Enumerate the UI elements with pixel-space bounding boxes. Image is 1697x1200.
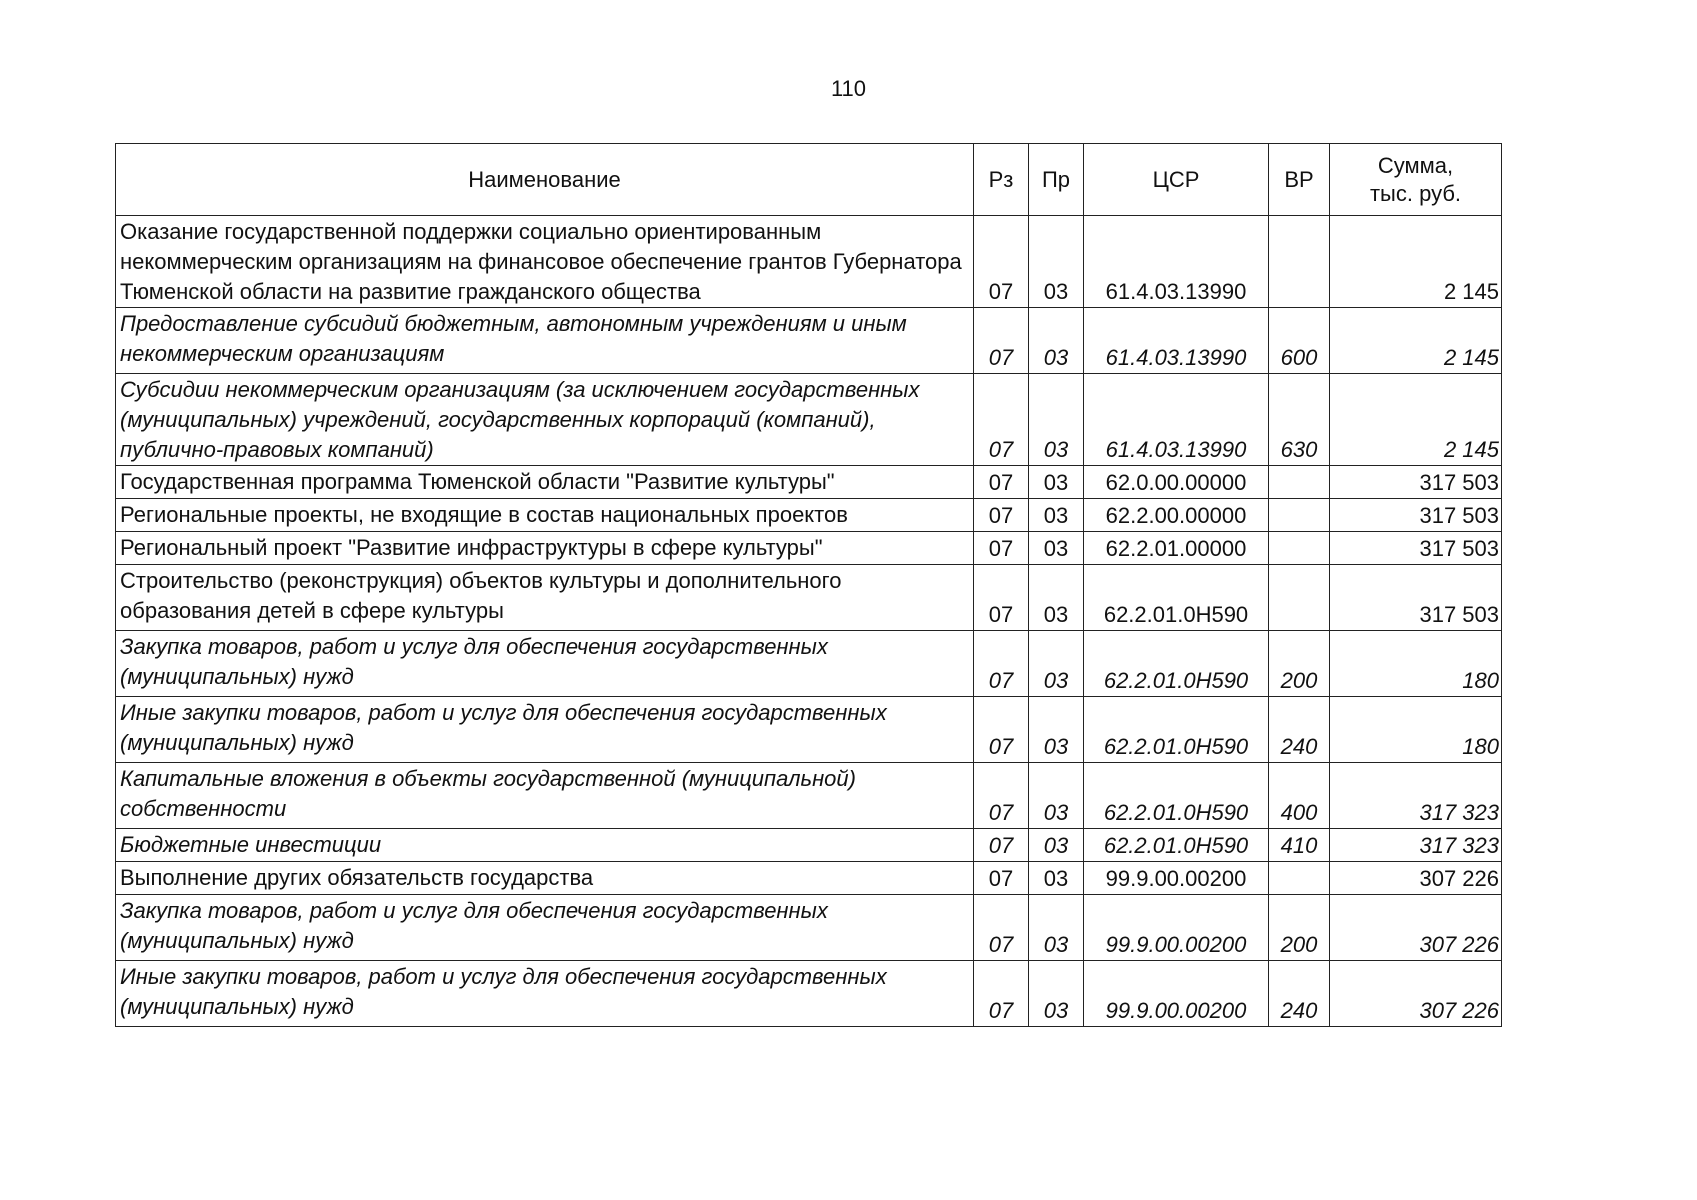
row-rz: 07 xyxy=(974,895,1029,961)
row-rz: 07 xyxy=(974,565,1029,631)
table-row xyxy=(116,374,1502,466)
table-row xyxy=(116,895,1502,961)
row-pr: 03 xyxy=(1029,374,1084,466)
row-rz: 07 xyxy=(974,499,1029,532)
table-row xyxy=(116,763,1502,829)
header-vr: ВР xyxy=(1269,144,1330,216)
table-header-row xyxy=(116,144,1502,216)
row-name: Субсидии некоммерческим организациям (за исключением государственных (муниципальных) учреждений, государственных корпораций (компаний), публично-правовых компаний) xyxy=(116,374,974,466)
budget-table xyxy=(115,143,1502,1027)
row-sum: 2 145 xyxy=(1330,308,1502,374)
row-rz: 07 xyxy=(974,631,1029,697)
row-sum: 2 145 xyxy=(1330,216,1502,308)
row-vr xyxy=(1269,565,1330,631)
row-name: Закупка товаров, работ и услуг для обеспечения государственных (муниципальных) нужд xyxy=(116,631,974,697)
row-pr: 03 xyxy=(1029,631,1084,697)
row-sum: 317 503 xyxy=(1330,565,1502,631)
row-pr: 03 xyxy=(1029,895,1084,961)
row-name: Иные закупки товаров, работ и услуг для обеспечения государственных (муниципальных) нужд xyxy=(116,961,974,1027)
row-rz: 07 xyxy=(974,466,1029,499)
row-csr: 62.0.00.00000 xyxy=(1084,466,1269,499)
row-rz: 07 xyxy=(974,862,1029,895)
table-row xyxy=(116,216,1502,308)
table-row xyxy=(116,631,1502,697)
row-pr: 03 xyxy=(1029,862,1084,895)
row-rz: 07 xyxy=(974,697,1029,763)
row-sum: 2 145 xyxy=(1330,374,1502,466)
row-vr: 630 xyxy=(1269,374,1330,466)
row-csr: 99.9.00.00200 xyxy=(1084,895,1269,961)
row-pr: 03 xyxy=(1029,308,1084,374)
row-pr: 03 xyxy=(1029,829,1084,862)
row-rz: 07 xyxy=(974,532,1029,565)
table-row xyxy=(116,466,1502,499)
row-sum: 317 323 xyxy=(1330,763,1502,829)
row-sum: 317 503 xyxy=(1330,466,1502,499)
row-csr: 62.2.01.0Н590 xyxy=(1084,631,1269,697)
row-vr xyxy=(1269,216,1330,308)
row-pr: 03 xyxy=(1029,466,1084,499)
row-sum: 180 xyxy=(1330,697,1502,763)
row-pr: 03 xyxy=(1029,565,1084,631)
row-csr: 61.4.03.13990 xyxy=(1084,308,1269,374)
row-sum: 180 xyxy=(1330,631,1502,697)
row-csr: 99.9.00.00200 xyxy=(1084,862,1269,895)
table-row xyxy=(116,862,1502,895)
row-csr: 62.2.01.0Н590 xyxy=(1084,829,1269,862)
row-name: Государственная программа Тюменской области "Развитие культуры" xyxy=(116,466,974,499)
row-name: Бюджетные инвестиции xyxy=(116,829,974,862)
row-sum: 317 503 xyxy=(1330,532,1502,565)
row-name: Предоставление субсидий бюджетным, автономным учреждениям и иным некоммерческим организациям xyxy=(116,308,974,374)
row-csr: 62.2.01.0Н590 xyxy=(1084,697,1269,763)
row-pr: 03 xyxy=(1029,216,1084,308)
page-number: 110 xyxy=(830,76,867,101)
row-rz: 07 xyxy=(974,829,1029,862)
row-pr: 03 xyxy=(1029,499,1084,532)
header-csr: ЦСР xyxy=(1084,144,1269,216)
header-sum: Сумма, тыс. руб. xyxy=(1330,144,1502,216)
table-row xyxy=(116,697,1502,763)
row-name: Закупка товаров, работ и услуг для обеспечения государственных (муниципальных) нужд xyxy=(116,895,974,961)
row-pr: 03 xyxy=(1029,697,1084,763)
row-csr: 62.2.01.0Н590 xyxy=(1084,763,1269,829)
row-vr: 400 xyxy=(1269,763,1330,829)
row-rz: 07 xyxy=(974,961,1029,1027)
header-name: Наименование xyxy=(116,144,974,216)
table-row xyxy=(116,499,1502,532)
row-csr: 61.4.03.13990 xyxy=(1084,216,1269,308)
row-vr: 200 xyxy=(1269,895,1330,961)
row-vr xyxy=(1269,862,1330,895)
row-vr xyxy=(1269,499,1330,532)
row-name: Иные закупки товаров, работ и услуг для обеспечения государственных (муниципальных) нужд xyxy=(116,697,974,763)
row-vr: 410 xyxy=(1269,829,1330,862)
row-csr: 61.4.03.13990 xyxy=(1084,374,1269,466)
row-csr: 99.9.00.00200 xyxy=(1084,961,1269,1027)
row-name: Региональный проект "Развитие инфраструктуры в сфере культуры" xyxy=(116,532,974,565)
row-vr: 240 xyxy=(1269,697,1330,763)
row-pr: 03 xyxy=(1029,763,1084,829)
row-sum: 307 226 xyxy=(1330,961,1502,1027)
table-row xyxy=(116,532,1502,565)
row-name: Капитальные вложения в объекты государственной (муниципальной) собственности xyxy=(116,763,974,829)
row-rz: 07 xyxy=(974,763,1029,829)
row-vr: 200 xyxy=(1269,631,1330,697)
table-row xyxy=(116,961,1502,1027)
row-rz: 07 xyxy=(974,308,1029,374)
row-sum: 307 226 xyxy=(1330,862,1502,895)
header-pr: Пр xyxy=(1029,144,1084,216)
row-name: Региональные проекты, не входящие в состав национальных проектов xyxy=(116,499,974,532)
row-sum: 317 503 xyxy=(1330,499,1502,532)
row-pr: 03 xyxy=(1029,532,1084,565)
table-row xyxy=(116,829,1502,862)
row-vr: 240 xyxy=(1269,961,1330,1027)
row-vr: 600 xyxy=(1269,308,1330,374)
row-vr xyxy=(1269,532,1330,565)
row-csr: 62.2.00.00000 xyxy=(1084,499,1269,532)
row-name: Выполнение других обязательств государства xyxy=(116,862,974,895)
table-row xyxy=(116,565,1502,631)
row-sum: 317 323 xyxy=(1330,829,1502,862)
row-csr: 62.2.01.00000 xyxy=(1084,532,1269,565)
row-name: Оказание государственной поддержки социально ориентированным некоммерческим организациям на финансовое обеспечение грантов Губернатора Тюменской области на развитие гражданского общества xyxy=(116,216,974,308)
header-rz: Рз xyxy=(974,144,1029,216)
table-row xyxy=(116,308,1502,374)
row-sum: 307 226 xyxy=(1330,895,1502,961)
row-rz: 07 xyxy=(974,216,1029,308)
row-name: Строительство (реконструкция) объектов культуры и дополнительного образования детей в сфере культуры xyxy=(116,565,974,631)
row-pr: 03 xyxy=(1029,961,1084,1027)
row-csr: 62.2.01.0Н590 xyxy=(1084,565,1269,631)
row-rz: 07 xyxy=(974,374,1029,466)
row-vr xyxy=(1269,466,1330,499)
